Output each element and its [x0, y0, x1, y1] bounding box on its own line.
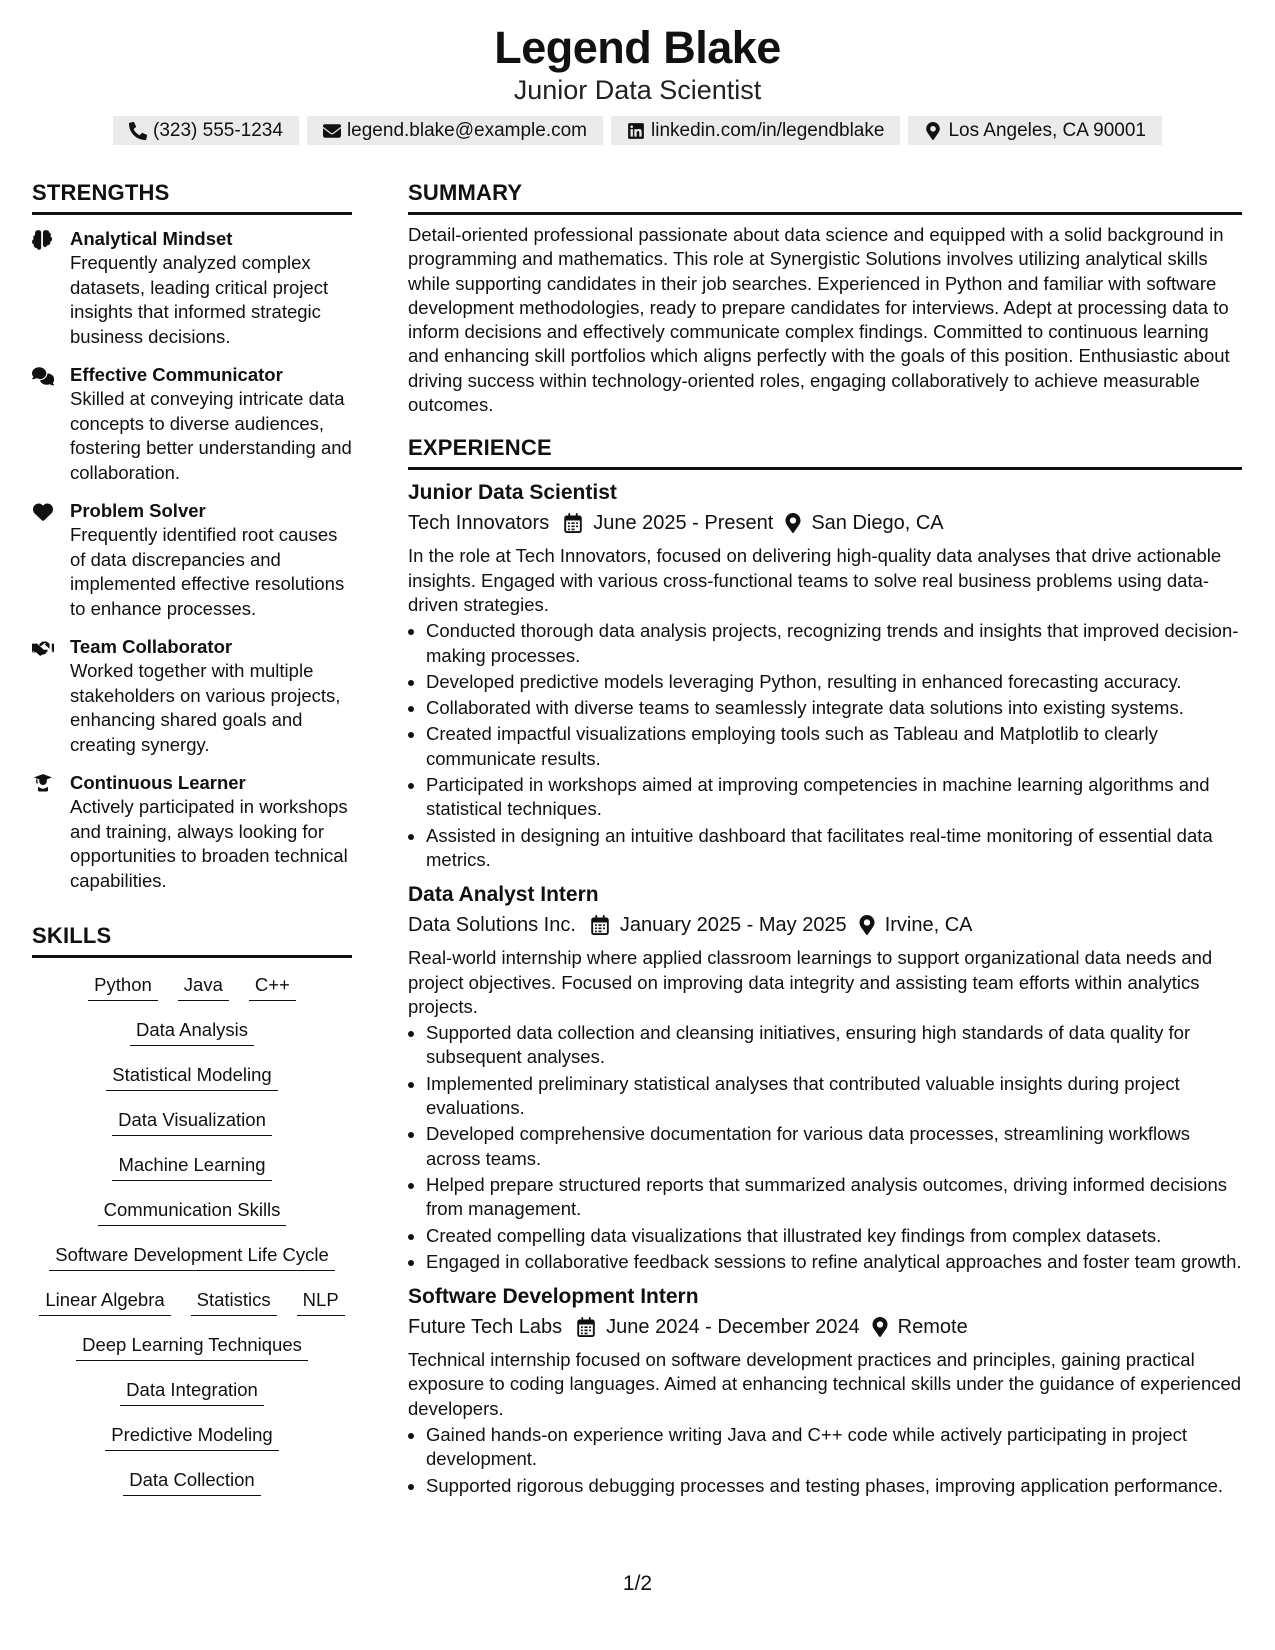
strength-item — [32, 227, 352, 349]
bullet-item: • Engaged in collaborative feedback sessions to refine analytical approaches and foster team growth. — [426, 1250, 1242, 1274]
job-title: Software Development Intern — [408, 1285, 699, 1309]
strength-desc: Skilled at conveying intricate data concepts to diverse audiences, fostering better understanding and collaboration. — [70, 388, 352, 483]
contact-bar — [0, 116, 1275, 145]
job-bullets — [408, 1021, 1242, 1274]
location-text: Los Angeles, CA 90001 — [948, 120, 1146, 141]
skill-tag: Data Analysis — [130, 1015, 254, 1046]
bullet-item: • Created impactful visualizations employing tools such as Tableau and Matplotlib to clearly communicate results. — [426, 722, 1242, 771]
location-pin-icon — [924, 122, 942, 140]
job-title: Junior Data Scientist — [408, 481, 617, 505]
bullet-item: • Developed predictive models leveraging Python, resulting in enhanced forecasting accuracy. — [426, 670, 1242, 694]
job-location: Irvine, CA — [884, 914, 973, 937]
job-company: Data Solutions Inc. — [408, 914, 576, 937]
strength-item — [32, 635, 352, 757]
job-company: Future Tech Labs — [408, 1316, 563, 1339]
job-title: Data Analyst Intern — [408, 883, 599, 907]
job-meta — [408, 910, 1242, 940]
envelope-icon — [323, 122, 341, 140]
brain-icon — [32, 230, 54, 250]
skill-tag: Deep Learning Techniques — [76, 1330, 308, 1361]
candidate-title: Junior Data Scientist — [513, 75, 762, 105]
summary-heading: SUMMARY — [408, 180, 1242, 215]
strength-desc: Frequently identified root causes of data discrepancies and implemented effective resolutions to enhance processes. — [70, 524, 345, 619]
contact-phone[interactable] — [113, 116, 299, 145]
skill-tag: Data Integration — [120, 1375, 264, 1406]
job-location: Remote — [897, 1316, 968, 1339]
bullet-item: • Gained hands-on experience writing Java and C++ code while actively participating in project development. — [426, 1423, 1242, 1472]
right-column — [408, 180, 1242, 1504]
calendar-icon — [563, 513, 583, 533]
strength-desc: Worked together with multiple stakeholders on various projects, enhancing shared goals and creating synergy. — [70, 660, 341, 755]
job-dates: January 2025 - May 2025 — [619, 914, 847, 937]
graduate-icon — [32, 774, 54, 794]
skill-tag: Linear Algebra — [39, 1285, 170, 1316]
strength-item — [32, 499, 352, 621]
experience-heading: EXPERIENCE — [408, 435, 1242, 470]
comments-icon — [32, 366, 54, 386]
heart-icon — [32, 502, 54, 522]
job-bullets — [408, 619, 1242, 872]
calendar-icon — [590, 915, 610, 935]
job-company: Tech Innovators — [408, 512, 550, 535]
bullet-item: • Supported data collection and cleansing initiatives, ensuring high standards of data quality for subsequent analyses. — [426, 1021, 1242, 1070]
strength-title: Team Collaborator — [70, 636, 233, 657]
contact-linkedin[interactable] — [611, 116, 900, 145]
strengths-section — [32, 180, 352, 893]
email-text: legend.blake@example.com — [346, 120, 587, 141]
left-column — [32, 180, 352, 1510]
bullet-item: • Collaborated with diverse teams to seamlessly integrate data solutions into existing systems. — [426, 696, 1242, 720]
bullet-item: • Created compelling data visualizations that illustrated key findings from complex datasets. — [426, 1224, 1242, 1248]
skills-list — [32, 970, 352, 1510]
job-entry — [408, 478, 1242, 872]
bullet-item: • Participated in workshops aimed at improving competencies in machine learning algorithms and statistical techniques. — [426, 773, 1242, 822]
job-meta — [408, 1312, 1242, 1342]
job-dates: June 2025 - Present — [593, 512, 774, 535]
skill-tag: Java — [178, 970, 229, 1001]
summary-section — [408, 180, 1242, 417]
skill-tag: Machine Learning — [112, 1150, 271, 1181]
job-description: Real-world internship where applied classroom learnings to support organizational data needs and project objectives. Focused on improving data integrity and assisting team efforts within analytics projects. — [408, 947, 1213, 1017]
job-bullets — [408, 1423, 1242, 1498]
job-entry — [408, 880, 1242, 1274]
candidate-name: Legend Blake — [494, 22, 781, 73]
skill-tag: Data Visualization — [112, 1105, 272, 1136]
phone-text: (323) 555-1234 — [153, 120, 283, 141]
location-pin-icon — [785, 513, 801, 533]
job-entry — [408, 1282, 1242, 1498]
contact-location — [908, 116, 1162, 145]
linkedin-text: linkedin.com/in/legendblake — [651, 120, 885, 141]
strength-item — [32, 771, 352, 893]
skills-section — [32, 923, 352, 1510]
skill-tag: NLP — [297, 1285, 345, 1316]
job-location: San Diego, CA — [811, 512, 944, 535]
skill-tag: Predictive Modeling — [105, 1420, 278, 1451]
strength-desc: Actively participated in workshops and training, always looking for opportunities to broaden technical capabilities. — [70, 796, 348, 891]
handshake-icon — [32, 638, 54, 658]
job-description: Technical internship focused on software development practices and principles, gaining practical exposure to coding languages. Aimed at enhancing technical skills under the guidance of experienced developers. — [408, 1349, 1242, 1419]
contact-email[interactable] — [307, 116, 603, 145]
bullet-item: • Conducted thorough data analysis projects, recognizing trends and insights that improved decision-making processes. — [426, 619, 1242, 668]
strength-item — [32, 363, 352, 485]
bullet-item: • Developed comprehensive documentation for various data processes, streamlining workflows across teams. — [426, 1122, 1242, 1171]
strength-desc: Frequently analyzed complex datasets, leading critical project insights that informed strategic business decisions. — [70, 252, 329, 347]
phone-icon — [129, 122, 147, 140]
linkedin-icon — [627, 122, 645, 140]
skill-tag: Statistical Modeling — [106, 1060, 277, 1091]
job-dates: June 2024 - December 2024 — [606, 1316, 860, 1339]
strength-title: Effective Communicator — [70, 364, 283, 385]
skill-tag: Data Collection — [123, 1465, 260, 1496]
skill-tag: Statistics — [191, 1285, 277, 1316]
bullet-item: • Assisted in designing an intuitive dashboard that facilitates real-time monitoring of essential data metrics. — [426, 824, 1242, 873]
calendar-icon — [576, 1317, 596, 1337]
page-number: 1/2 — [622, 1572, 653, 1595]
bullet-item: • Implemented preliminary statistical analyses that contributed valuable insights during project evaluations. — [426, 1072, 1242, 1121]
skill-tag: Software Development Life Cycle — [49, 1240, 335, 1271]
job-meta — [408, 508, 1242, 538]
location-pin-icon — [872, 1317, 888, 1337]
location-pin-icon — [859, 915, 875, 935]
skill-tag: C++ — [249, 970, 296, 1001]
skills-heading: SKILLS — [32, 923, 352, 958]
strength-title: Analytical Mindset — [70, 228, 233, 249]
skill-tag: Python — [88, 970, 158, 1001]
bullet-item: • Supported rigorous debugging processes and testing phases, improving application performance. — [426, 1474, 1242, 1498]
experience-section — [408, 435, 1242, 1498]
job-description: In the role at Tech Innovators, focused on delivering high-quality data analyses that drive actionable insights. Engaged with various cross-functional teams to solve real business problems using data-driven strategies. — [408, 545, 1222, 615]
bullet-item: • Helped prepare structured reports that summarized analysis outcomes, driving informed decisions from management. — [426, 1173, 1242, 1222]
strengths-heading: STRENGTHS — [32, 180, 352, 215]
strength-title: Problem Solver — [70, 500, 206, 521]
skill-tag: Communication Skills — [98, 1195, 287, 1226]
strength-title: Continuous Learner — [70, 772, 246, 793]
summary-text: Detail-oriented professional passionate about data science and equipped with a solid background in programming and mathematics. This role at Synergistic Solutions involves utilizing analytical skills while supporting candidates in their job searches. Experienced in Python and familiar with software development methodologies, ready to prepare candidates for interviews. Adept at processing data to inform decisions and effectively communicate complex findings. Committed to continuous learning and enhancing skill portfolios which aligns perfectly with the goals of this position. Enthusiastic about driving success within technology-oriented roles, engaging collaboratively to achieve measurable outcomes. — [408, 224, 1230, 416]
resume-header — [0, 22, 1275, 145]
